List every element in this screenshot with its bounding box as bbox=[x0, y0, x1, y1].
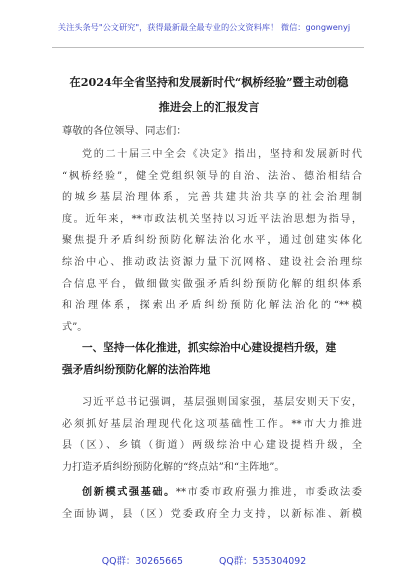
heading-line: 强矛盾纠纷预防化解的法治阵地 bbox=[62, 364, 211, 376]
text-line: 综治中心、推动政法资源力量下沉网格、建设社会治理综 bbox=[62, 256, 362, 268]
text-line: 的城乡基层治理体系，完善共建共治共享的社会治理制 bbox=[62, 192, 362, 204]
text-line: 习近平总书记强调，基层强则国家强，基层安则天下安， bbox=[82, 397, 362, 408]
paragraph-section1 bbox=[62, 392, 362, 478]
title-line: 推进会上的汇报发言 bbox=[158, 100, 260, 114]
section-heading bbox=[62, 337, 362, 381]
footer-qq-groups bbox=[0, 553, 408, 567]
text-line: 全面协调，县（区）党委政府全力支持，以新标准、新模 bbox=[62, 508, 362, 520]
paragraph-intro bbox=[62, 144, 362, 338]
paragraph-innovation bbox=[62, 482, 362, 525]
header-divider bbox=[52, 47, 364, 48]
text-line: 力打造矛盾纠纷预防化解的“终点站”和“主阵地”。 bbox=[62, 461, 285, 473]
text-line: 县（区）、乡镇（街道）两级综治中心建设提档升级，全 bbox=[62, 440, 362, 452]
heading-line: 一、坚持一体化推进，抓实综治中心建设提档升级，建 bbox=[82, 342, 337, 354]
text-line: 式”。 bbox=[62, 321, 88, 333]
document-title bbox=[40, 70, 378, 120]
salutation: 尊敬的各位领导、同志们： bbox=[62, 125, 187, 137]
text-line: 和治理体系，探索出矛盾纠纷预防化解法治化的“**模 bbox=[62, 300, 362, 312]
text-line bbox=[62, 482, 362, 504]
text-line: 合信息平台，做细做实做强矛盾纠纷预防化解的组织体系 bbox=[62, 278, 362, 290]
text-line: “枫桥经验”，健全党组织领导的自治、法治、德治相结合 bbox=[62, 170, 362, 182]
text-span: **市委市政府强力推进，市委政法委 bbox=[175, 487, 363, 498]
qq-group-2: QQ群：535304092 bbox=[219, 556, 307, 567]
promo-banner: 关注头条号"公文研究"，获得最新最全最专业的公文资料库！ 微信：gongwenyj bbox=[57, 22, 351, 32]
qq-group-1: QQ群：30265665 bbox=[101, 556, 184, 567]
text-line: 度。近年来，**市政法机关坚持以习近平法治思想为指导， bbox=[62, 213, 362, 225]
text-line: 必须抓好基层治理现代化这项基础性工作。**市大力推进 bbox=[62, 418, 362, 430]
title-line: 在2024年全省坚持和发展新时代“枫桥经验”暨主动创稳 bbox=[69, 75, 349, 89]
text-line: 党的二十届三中全会《决定》指出，坚持和发展新时代 bbox=[82, 149, 362, 160]
paragraph-lead: 创新模式强基础。 bbox=[82, 487, 176, 498]
text-line: 聚焦提升矛盾纠纷预防化解法治化水平，通过创建实体化 bbox=[62, 235, 362, 247]
